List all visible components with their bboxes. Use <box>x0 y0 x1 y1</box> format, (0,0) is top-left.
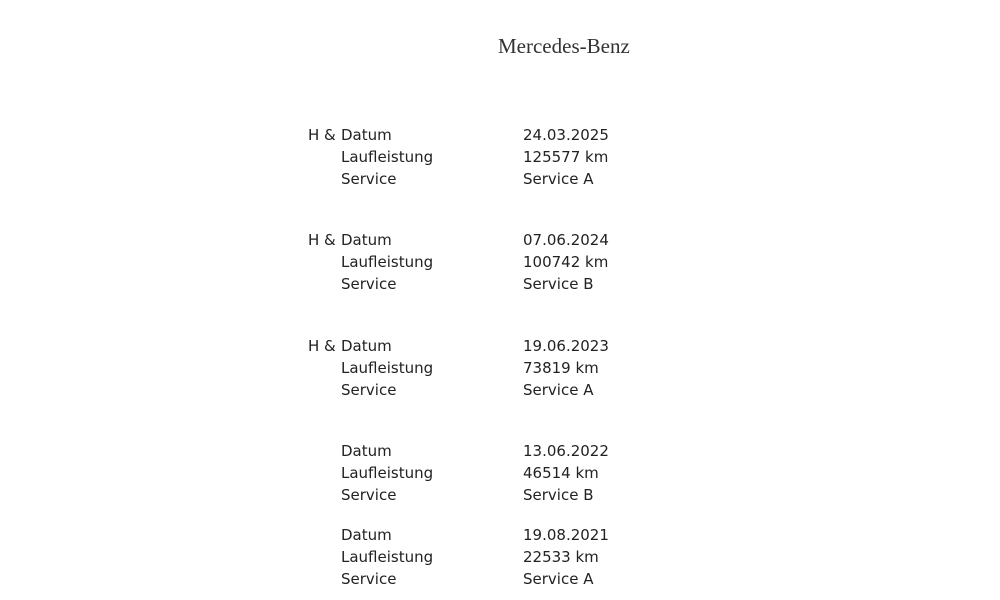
record-row-date <box>308 335 668 357</box>
record-row-date <box>308 440 668 462</box>
record-row-mileage <box>308 462 668 484</box>
mileage-value: 125577 km <box>523 148 609 166</box>
record-row-date <box>308 229 668 251</box>
service-record <box>308 335 668 401</box>
service-value: Service A <box>523 381 594 399</box>
service-record <box>308 124 668 190</box>
date-label: Datum <box>341 442 392 460</box>
date-value: 24.03.2025 <box>523 126 609 144</box>
mileage-value: 46514 km <box>523 464 599 482</box>
record-prefix: H & <box>308 231 336 249</box>
record-row-mileage <box>308 546 668 568</box>
service-value: Service A <box>523 570 594 588</box>
date-label: Datum <box>341 231 392 249</box>
service-label: Service <box>341 275 397 293</box>
date-label: Datum <box>341 337 392 355</box>
record-prefix: H & <box>308 337 336 355</box>
mileage-label: Laufleistung <box>341 464 434 482</box>
mileage-label: Laufleistung <box>341 548 434 566</box>
service-record <box>308 229 668 295</box>
record-row-service <box>308 168 668 190</box>
record-row-mileage <box>308 251 668 273</box>
service-label: Service <box>341 381 397 399</box>
date-value: 07.06.2024 <box>523 231 609 249</box>
service-label: Service <box>341 170 397 188</box>
service-record <box>308 440 668 506</box>
mileage-label: Laufleistung <box>341 253 434 271</box>
mileage-label: Laufleistung <box>341 148 434 166</box>
record-row-service <box>308 379 668 401</box>
service-label: Service <box>341 486 397 504</box>
record-row-mileage <box>308 357 668 379</box>
record-row-service <box>308 273 668 295</box>
mileage-value: 100742 km <box>523 253 609 271</box>
date-label: Datum <box>341 126 392 144</box>
mileage-label: Laufleistung <box>341 359 434 377</box>
mileage-value: 22533 km <box>523 548 599 566</box>
mileage-value: 73819 km <box>523 359 599 377</box>
service-value: Service A <box>523 170 594 188</box>
record-row-date <box>308 524 668 546</box>
record-prefix: H & <box>308 126 336 144</box>
record-row-mileage <box>308 146 668 168</box>
record-row-date <box>308 124 668 146</box>
service-value: Service B <box>523 275 594 293</box>
record-row-service <box>308 568 668 590</box>
date-label: Datum <box>341 526 392 544</box>
service-value: Service B <box>523 486 594 504</box>
brand-logo-text: Mercedes-Benz <box>498 34 630 58</box>
date-value: 19.06.2023 <box>523 337 609 355</box>
service-label: Service <box>341 570 397 588</box>
record-row-service <box>308 484 668 506</box>
date-value: 13.06.2022 <box>523 442 609 460</box>
date-value: 19.08.2021 <box>523 526 609 544</box>
service-record <box>308 524 668 590</box>
